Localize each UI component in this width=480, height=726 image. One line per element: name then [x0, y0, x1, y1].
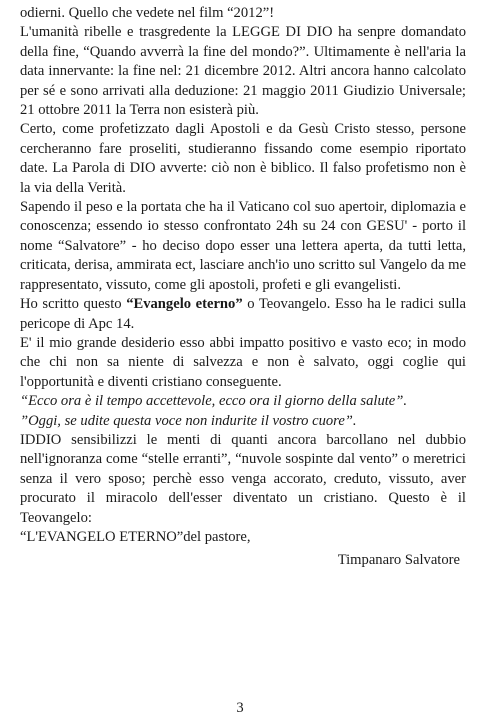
p5-after: o Teovangelo. Esso ha le radici sulla pericope di Apc 14.	[20, 296, 466, 332]
paragraph-desire: E' il mio grande desiderio esso abbi impatto positivo e vasto eco; in modo che chi non sa niente di salvezza e non è salvato, oggi coglie qui l'opportunità e diventi cristiano conseguente.	[20, 334, 466, 390]
paragraph-teovangelo-title: “L'EVANGELO ETERNO”del pastore,	[20, 528, 251, 545]
evangelo-eterno-title: “Evangelo eterno”	[126, 296, 243, 313]
page-number: 3	[236, 700, 244, 716]
paragraph-end-of-world: L'umanità ribelle e trasgredente la LEGGE DI DIO ha senpre domandato della fine, “Quando avverrà la fine del mondo?”. Ultimamente è nell'aria la data innervante: la fine nel: 21 dicembre 2012. Altri ancora hanno calcolato per sé e sono arrivati alla deduzione: 21 maggio 2011 Giudizio Universale; 21 ottobre 2011 la Terra non esisterà più.	[20, 24, 466, 119]
p5-before: Ho scritto questo	[20, 296, 127, 313]
paragraph-iddio: IDDIO sensibilizzi le menti di quanti ancora barcollano nel dubbio nell'ignoranza come “stelle erranti”, “nuvole sospinte dal vento” o meretrici senza il vero sposo; perchè esso venga accorato, creduto, vissuto, aver procurato il miracolo dell'esser diventato un cristiano. Questo è il Teovangelo:	[20, 431, 466, 526]
quote-accettevole: “Ecco ora è il tempo accettevole, ecco ora il giorno della salute”.	[20, 393, 408, 410]
signature: Timpanaro Salvatore	[337, 552, 460, 569]
paragraph-intro: odierni. Quello che vedete nel film “2012”!	[20, 5, 275, 21]
paragraph-evangelo-eterno	[20, 295, 466, 334]
paragraph-open-letter: Sapendo il peso e la portata che ha il Vaticano col suo apertoir, diplomazia e conoscenza; essendo io stesso confrontato 24h su 24 con GESU' - porto il nome “Salvatore” - ho deciso dopo esser una lettera aperta, da tutti letta, criticata, derisa, ammirata ect, lasciare anch'io uno scritto sul Vangelo da me rappresentato, vissuto, come gli apostoli, profeti e gli evangelisti.	[20, 199, 466, 293]
body-text	[20, 4, 466, 571]
paragraph-false-prophets: Certo, come profetizzato dagli Apostoli e da Gesù Cristo stesso, persone cercheranno fare proseliti, studieranno fissando come esempio riportato date. La Parola di DIO avverte: ciò non è biblico. Il falso profetismo non è la via della Verità.	[20, 121, 466, 196]
quote-oggi: ”Oggi, se udite questa voce non indurite il vostro cuore”.	[20, 412, 357, 429]
